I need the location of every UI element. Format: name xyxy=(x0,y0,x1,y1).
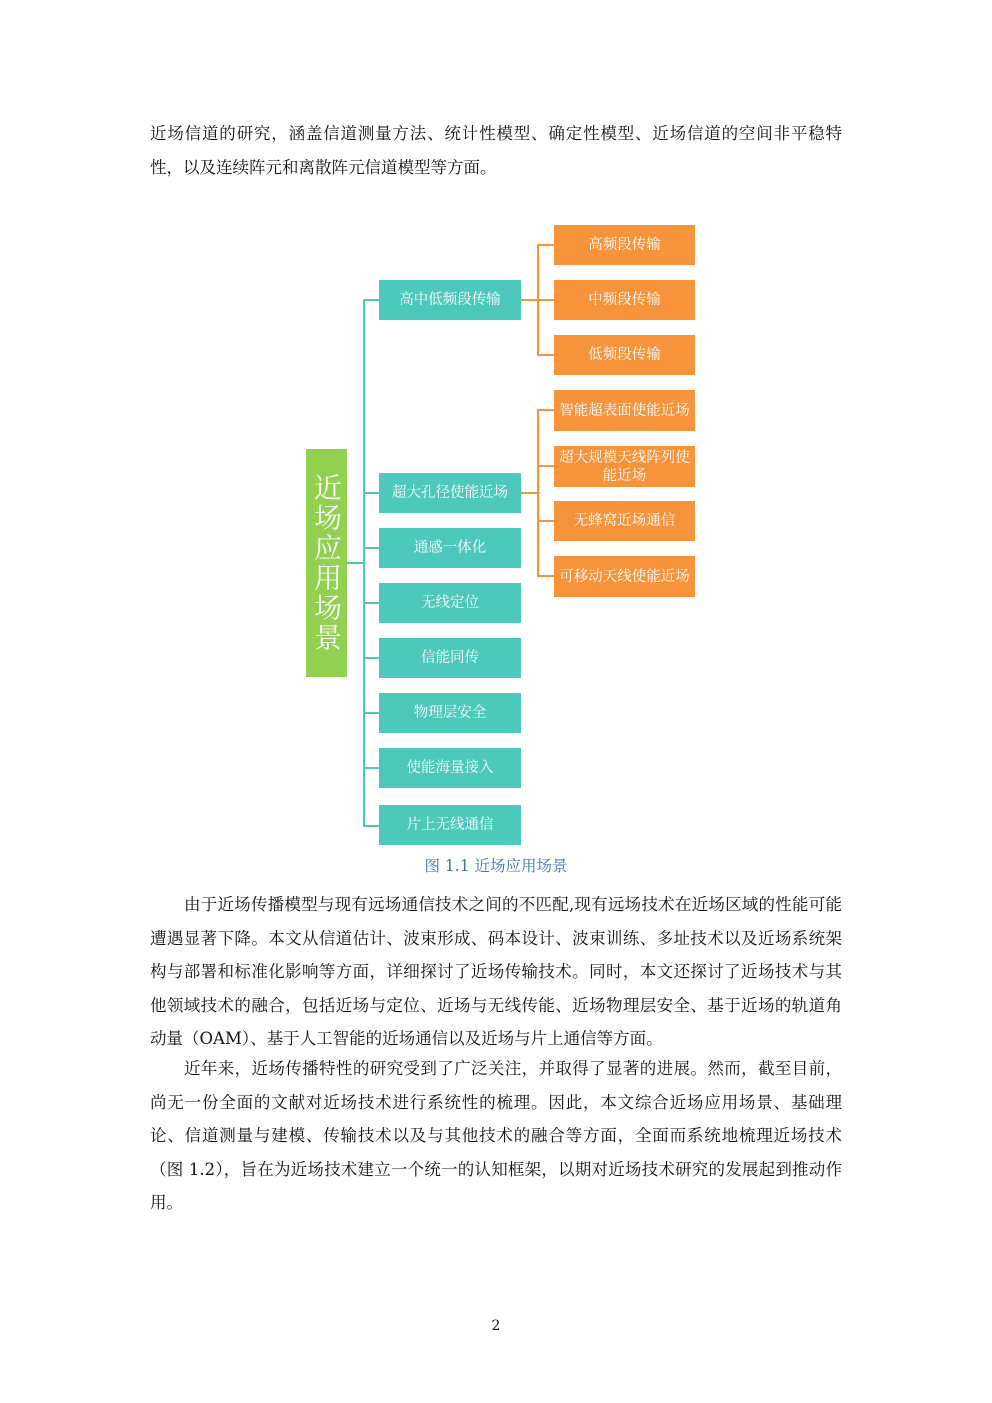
branch-tick xyxy=(363,602,379,604)
body-paragraph: 由于近场传播模型与现有远场通信技术之间的不匹配,现有远场技术在近场区域的性能可能遭遇显著下降。本文从信道估计、波束形成、码本设计、波束训练、多址技术以及近场系统架构与部署和标准化影响等方面，详细探讨了近场传输技术。同时，本文还探讨了近场技术与其他领域技术的融合，包括近场与定位、近场与无线传能、近场物理层安全、基于近场的轨道角动量（OAM）、基于人工智能的近场通信以及近场与片上通信等方面。 xyxy=(150,895,842,1048)
aperture-connector xyxy=(521,492,538,494)
page-number: 2 xyxy=(491,1318,501,1334)
aperture-trunk xyxy=(537,409,539,576)
trunk-line xyxy=(363,299,365,827)
branch-node: 通感一体化 xyxy=(379,528,521,568)
leaf-tick xyxy=(537,465,554,467)
leaf-tick xyxy=(537,575,554,577)
branch-tick xyxy=(363,712,379,714)
intro-paragraph: 近场信道的研究，涵盖信道测量方法、统计性模型、确定性模型、近场信道的空间非平稳特性，以及连续阵元和离散阵元信道模型等方面。 xyxy=(150,124,842,177)
root-connector xyxy=(347,562,364,564)
body-paragraph: 近年来，近场传播特性的研究受到了广泛关注，并取得了显著的进展。然而，截至目前，尚无一份全面的文献对近场技术进行系统性的梳理。因此，本文综合近场应用场景、基础理论、信道测量与建模、传输技术以及与其他技术的融合等方面，全面而系统地梳理近场技术（图 1.2），旨在为近场技术建立一个统一的认知框架，以期对近场技术研究的发展起到推动作用。 xyxy=(150,1059,842,1212)
branch-tick xyxy=(363,767,379,769)
branch-tick xyxy=(363,299,379,301)
leaf-node: 高频段传输 xyxy=(554,225,695,265)
branch-node: 高中低频段传输 xyxy=(379,280,521,320)
leaf-tick xyxy=(537,520,554,522)
leaf-node: 智能超表面使能近场 xyxy=(554,390,695,431)
freq-connector xyxy=(521,299,538,301)
branch-tick xyxy=(363,492,379,494)
root-node: 近场应用场景 xyxy=(306,449,347,677)
leaf-node: 超大规模天线阵列使能近场 xyxy=(554,446,695,487)
branch-tick xyxy=(363,547,379,549)
leaf-tick xyxy=(537,409,554,411)
branch-node: 片上无线通信 xyxy=(379,805,521,845)
leaf-node: 可移动天线使能近场 xyxy=(554,556,695,597)
scenario-diagram xyxy=(300,218,720,850)
branch-node: 超大孔径使能近场 xyxy=(379,473,521,513)
leaf-tick xyxy=(537,299,554,301)
branch-node: 使能海量接入 xyxy=(379,748,521,788)
branch-node: 信能同传 xyxy=(379,638,521,678)
figure-caption: 图 1.1 近场应用场景 xyxy=(424,857,568,875)
branch-node: 物理层安全 xyxy=(379,693,521,733)
leaf-node: 无蜂窝近场通信 xyxy=(554,501,695,541)
leaf-tick xyxy=(537,354,554,356)
branch-node: 无线定位 xyxy=(379,583,521,623)
leaf-node: 中频段传输 xyxy=(554,280,695,320)
branch-tick xyxy=(363,657,379,659)
leaf-tick xyxy=(537,244,554,246)
branch-tick xyxy=(363,825,379,827)
leaf-node: 低频段传输 xyxy=(554,335,695,375)
